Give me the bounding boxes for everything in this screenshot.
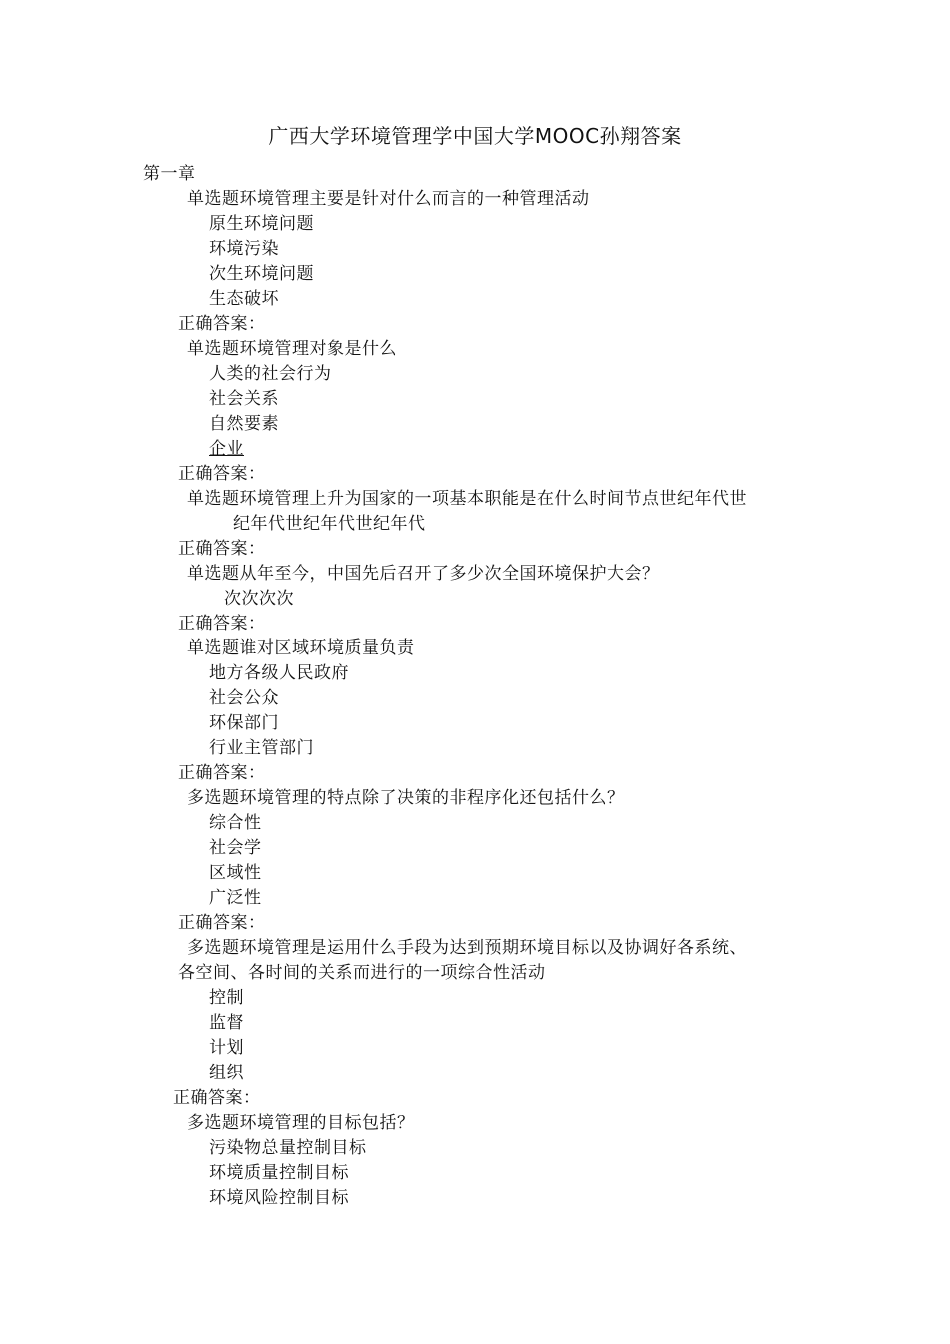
question-stem-continued: 各空间、各时间的关系而进行的一项综合性活动 [178, 963, 546, 983]
option-item: 环境污染 [209, 239, 279, 259]
option-item: 监督 [209, 1013, 244, 1033]
question-stem: 多选题环境管理的特点除了决策的非程序化还包括什么？ [187, 788, 625, 808]
question-stem: 单选题环境管理对象是什么 [187, 339, 397, 359]
answer-label: 正确答案： [178, 539, 266, 559]
option-item: 环境风险控制目标 [209, 1188, 349, 1208]
option-item: 原生环境问题 [209, 214, 314, 234]
answer-label: 正确答案： [178, 614, 266, 634]
option-item: 社会关系 [209, 389, 279, 409]
option-item: 人类的社会行为 [209, 364, 332, 384]
option-item: 企业 [209, 439, 244, 459]
option-item: 行业主管部门 [209, 738, 314, 758]
answer-label: 正确答案： [178, 464, 266, 484]
question-stem: 多选题环境管理是运用什么手段为达到预期环境目标以及协调好各系统、 [187, 938, 747, 958]
option-item: 污染物总量控制目标 [209, 1138, 367, 1158]
option-inline: 次次次次 [224, 589, 294, 609]
option-item: 生态破坏 [209, 289, 279, 309]
question-stem: 单选题从年至今，中国先后召开了多少次全国环境保护大会？ [187, 564, 660, 584]
answer-label: 正确答案： [173, 1088, 261, 1108]
option-item: 环保部门 [209, 713, 279, 733]
option-item: 广泛性 [209, 888, 262, 908]
answer-label: 正确答案： [178, 913, 266, 933]
question-stem: 单选题谁对区域环境质量负责 [187, 638, 415, 658]
option-item: 社会学 [209, 838, 262, 858]
option-item: 计划 [209, 1038, 244, 1058]
option-item: 综合性 [209, 813, 262, 833]
document-title: 广西大学环境管理学中国大学MOOC孙翔答案 [268, 124, 682, 148]
question-stem-continued: 纪年代世纪年代世纪年代 [233, 514, 426, 534]
option-item: 自然要素 [209, 414, 279, 434]
option-item: 地方各级人民政府 [209, 663, 349, 683]
chapter-heading: 第一章 [143, 164, 196, 184]
option-item: 区域性 [209, 863, 262, 883]
question-stem: 多选题环境管理的目标包括？ [187, 1113, 415, 1133]
option-item: 社会公众 [209, 688, 279, 708]
answer-label: 正确答案： [178, 314, 266, 334]
option-item: 次生环境问题 [209, 264, 314, 284]
question-stem: 单选题环境管理主要是针对什么而言的一种管理活动 [187, 189, 590, 209]
option-item: 控制 [209, 988, 244, 1008]
question-stem: 单选题环境管理上升为国家的一项基本职能是在什么时间节点世纪年代世 [187, 489, 747, 509]
answer-label: 正确答案： [178, 763, 266, 783]
option-item: 组织 [209, 1063, 244, 1083]
option-item: 环境质量控制目标 [209, 1163, 349, 1183]
